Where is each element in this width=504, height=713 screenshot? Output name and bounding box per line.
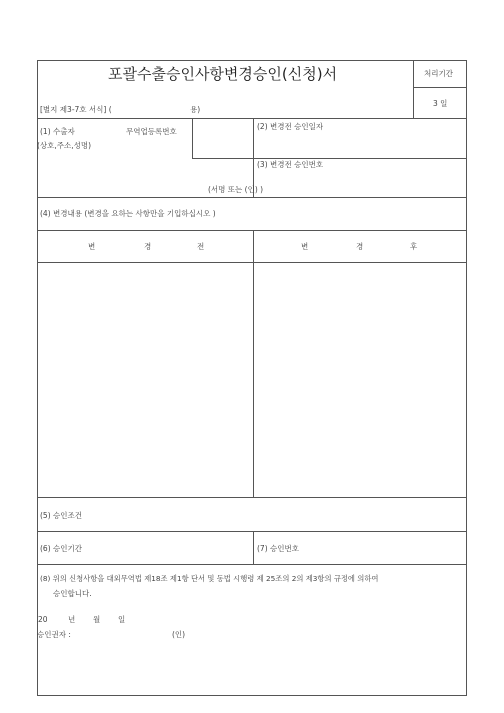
approval-date-divider: [253, 158, 467, 159]
period-label: (6) 승인기간: [40, 544, 82, 553]
conditions-bottom: [37, 531, 467, 532]
processing-label: 처리기간: [424, 69, 453, 78]
processing-box-divider: [413, 60, 414, 119]
date-year-unit: 년: [68, 615, 76, 624]
approval-no-label: (7) 승인번호: [257, 544, 299, 553]
prev-approval-date-label: (2) 변경전 승인일자: [257, 122, 324, 131]
processing-label-divider: [413, 87, 467, 88]
column-header-divider: [37, 262, 467, 263]
after-col-char-1: 변: [301, 242, 309, 251]
approver-seal: (인): [172, 630, 186, 639]
change-header-divider: [37, 230, 467, 231]
before-col-char-3: 전: [197, 242, 205, 251]
period-divider: [253, 531, 254, 565]
trade-reg-label: 무역업등록번호: [126, 127, 177, 136]
conditions-label: (5) 승인조건: [40, 511, 82, 520]
processing-days: 3 일: [433, 99, 448, 108]
prev-approval-no-label: (3) 변경전 승인번호: [257, 160, 324, 169]
exporter-sub: (상호,주소,성명): [37, 141, 92, 150]
frame-left: [37, 60, 38, 696]
after-col-char-3: 후: [410, 242, 418, 251]
change-content-label: (4) 변경내용 (변경을 요하는 사항만을 기입하십시오 ): [40, 209, 216, 218]
date-day-unit: 일: [118, 615, 126, 624]
statement-line1: (8) 위의 신청사항을 대외무역법 제18조 제1항 단서 및 동법 시행령 제 25조의 2의 제3항의 규정에 의하여: [40, 574, 379, 583]
form-title: 포괄수출승인사항변경승인(신청)서: [108, 65, 338, 83]
frame-bottom: [37, 695, 467, 696]
signature-hint: (서명 또는 (인) ): [208, 185, 264, 194]
date-month-unit: 월: [93, 615, 101, 624]
form-number: [별지 제3-7호 서식] (: [40, 105, 112, 114]
reg-number-box-left: [192, 118, 193, 158]
change-section-bottom: [37, 497, 467, 498]
reg-number-box-bottom: [192, 158, 254, 159]
before-col-char-2: 경: [144, 242, 152, 251]
period-bottom: [37, 564, 467, 565]
form-number-suffix: 용): [190, 105, 201, 114]
frame-right: [466, 60, 467, 696]
statement-line2: 승인합니다.: [53, 589, 92, 598]
approver-label: 승인권자 :: [37, 630, 71, 639]
before-col-char-1: 변: [88, 242, 96, 251]
date-year: 20: [38, 615, 48, 624]
change-column-divider: [253, 230, 254, 498]
exporter-label: (1) 수출자: [40, 127, 75, 136]
section1-bottom: [37, 197, 467, 198]
header-divider: [37, 118, 467, 119]
after-col-char-2: 경: [356, 242, 364, 251]
frame-top: [37, 60, 467, 61]
